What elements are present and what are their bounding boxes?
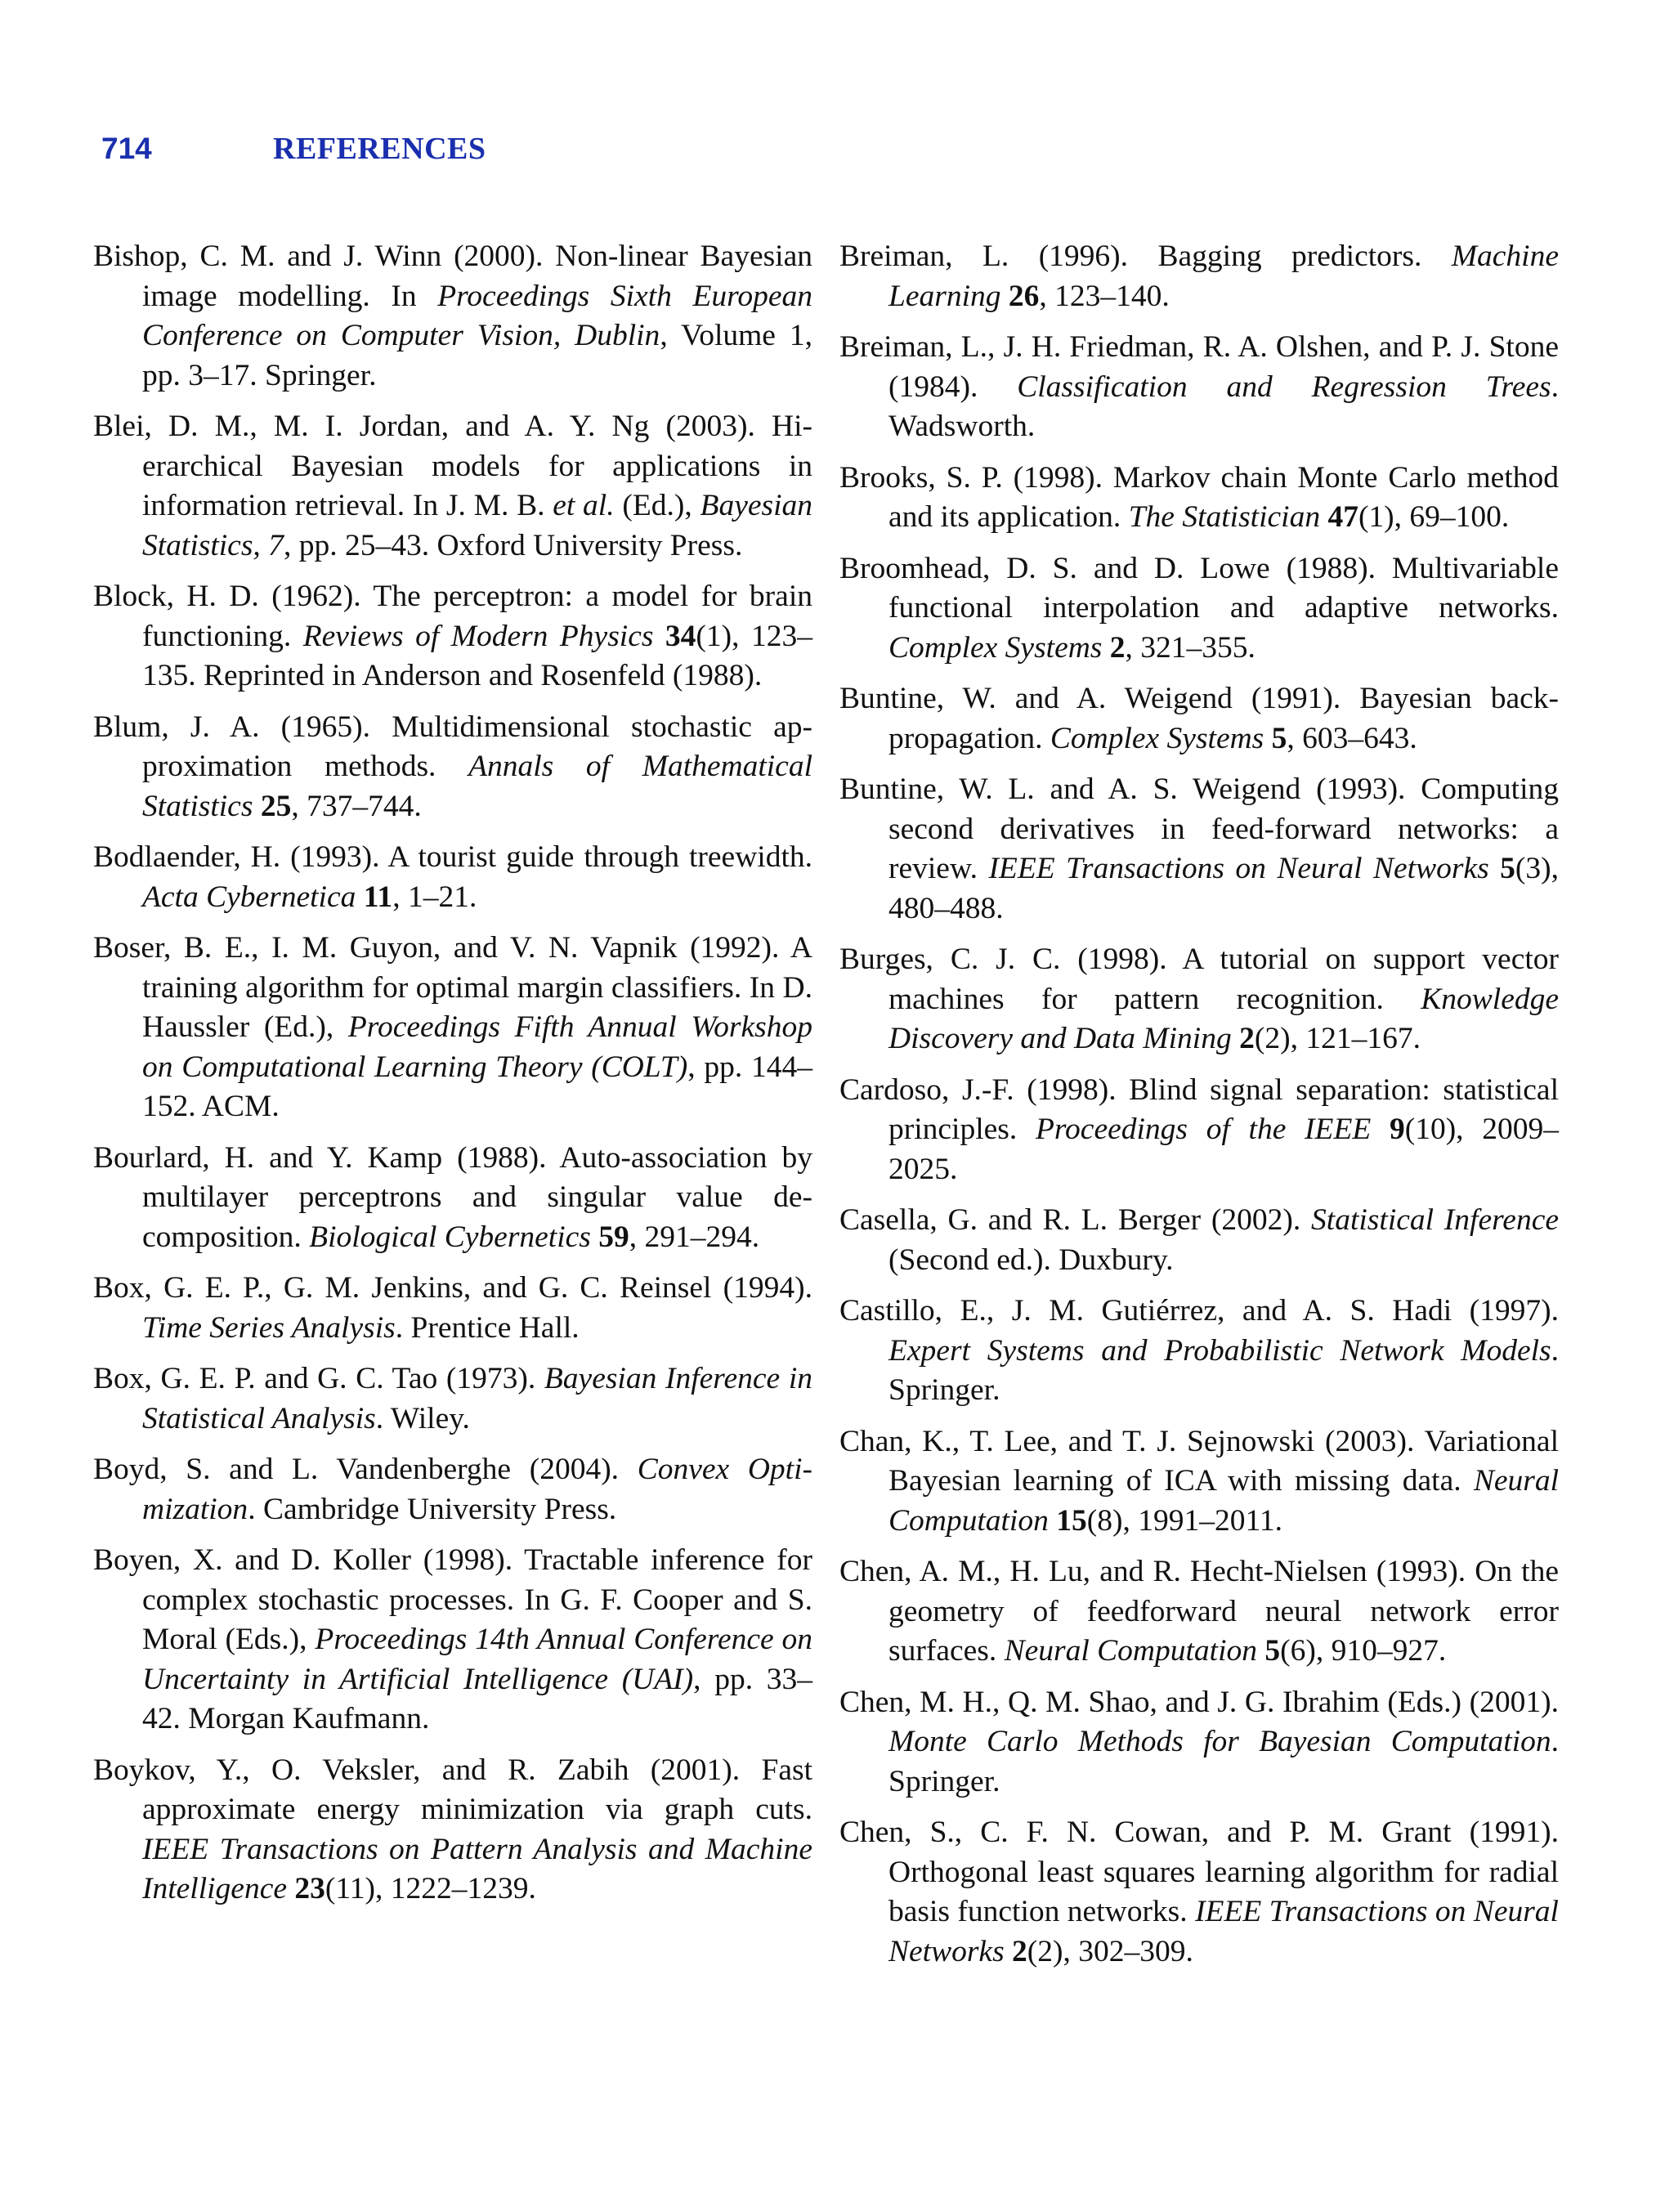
reference-text [253, 790, 260, 823]
reference-volume: 26 [1008, 279, 1040, 313]
reference-text: , 291–294. [629, 1220, 760, 1254]
reference-text [1257, 1634, 1264, 1668]
reference-text: . Wiley. [375, 1401, 470, 1435]
reference-entry [839, 237, 1559, 316]
reference-entry [839, 1422, 1559, 1542]
reference-volume: 59 [598, 1220, 629, 1254]
reference-text: Castillo, E., J. M. Gutiérrez, and A. S. Hadi (1997). [839, 1294, 1559, 1328]
reference-text [1264, 722, 1271, 755]
reference-entry [839, 1292, 1559, 1411]
reference-title: Convex Optimization [142, 1453, 812, 1526]
reference-entry [93, 1541, 812, 1740]
reference-volume: 47 [1327, 500, 1358, 534]
reference-text: Cardoso, J.-F. (1998). Blind signal separation: statistical principles. [839, 1072, 1559, 1146]
reference-volume: 23 [294, 1872, 325, 1905]
reference-title: Annals of Mathematical Statistics [142, 750, 812, 823]
reference-text: Boyen, X. and D. Koller (1998). Tractable inference for complex stochastic processes. In G. F. Cooper and S. Moral (Eds.), [93, 1543, 812, 1656]
running-title: REFERENCES [273, 132, 486, 166]
reference-text [653, 620, 665, 653]
reference-entry [93, 708, 812, 827]
reference-entry [839, 1201, 1559, 1280]
reference-text: Box, G. E. P. and G. C. Tao (1973). [93, 1362, 544, 1395]
reference-title: Neural Computation [888, 1464, 1559, 1538]
reference-entry [93, 1269, 812, 1348]
reference-text: , 603–643. [1287, 721, 1417, 755]
reference-text: Bourlard, H. and Y. Kamp (1988). Auto-association by multilayer perceptrons and singular value decomposition. [93, 1140, 812, 1254]
reference-text: (8), 1991–2011. [1086, 1503, 1282, 1538]
reference-text: (6), 910–927. [1280, 1634, 1447, 1668]
reference-text: (2), 302–309. [1027, 1934, 1193, 1968]
reference-volume: 2 [1239, 1022, 1255, 1055]
reference-title: Bayesian Inference in Statistical Analysis [142, 1362, 813, 1435]
reference-volume: 11 [363, 880, 393, 914]
reference-text: Buntine, W. and A. Weigend (1991). Bayesian backpropagation. [839, 682, 1559, 755]
reference-text [1001, 280, 1009, 313]
reference-text: , Volume 1, pp. 3–17. Springer. [142, 319, 812, 392]
reference-text: Boser, B. E., I. M. Guyon, and V. N. Vapnik (1992). A training algorithm for optimal margin classifiers. In D. Haussler (Ed.), [93, 931, 812, 1044]
reference-entry [839, 459, 1559, 538]
reference-text: Bishop, C. M. and J. Winn (2000). Non-linear Bayesian image modelling. In [93, 240, 812, 313]
reference-volume: 5 [1271, 721, 1287, 755]
reference-text: Burges, C. J. C. (1998). A tutorial on support vector machines for pattern recognition. [839, 943, 1559, 1016]
reference-text: Chan, K., T. Lee, and T. J. Sejnowski (2003). Variational Bayesian learning of ICA with missing data. [839, 1424, 1559, 1498]
reference-text: Brooks, S. P. (1998). Markov chain Monte Carlo method and its application. [839, 460, 1559, 534]
reference-text: Chen, S., C. F. N. Cowan, and P. M. Grant (1991). Orthogonal least squares learning algorithm for radial basis function networks. [839, 1816, 1559, 1928]
reference-text [1005, 1935, 1012, 1968]
reference-text: , pp. 144–152. ACM. [142, 1050, 812, 1123]
reference-volume: 25 [260, 789, 292, 823]
reference-text: Blei, D. M., M. I. Jordan, and A. Y. Ng (2003). Hierarchical Bayesian models for applications in information retrieval. In J. M. B. [93, 410, 812, 522]
reference-volume: 34 [665, 619, 696, 653]
reference-text [356, 880, 363, 914]
reference-entry [93, 1139, 812, 1258]
reference-text: Blum, J. A. (1965). Multidimensional stochastic approximation methods. [93, 710, 812, 783]
reference-volume: 2 [1109, 630, 1126, 665]
reference-text: (11), 1222–1239. [325, 1872, 536, 1905]
reference-title: et al. [553, 489, 615, 522]
reference-title: IEEE Transactions on Neural Networks [988, 852, 1489, 885]
reference-title: Neural Computation [1004, 1634, 1258, 1668]
reference-title: Reviews of Modern Physics [302, 619, 654, 653]
reference-text: Buntine, W. L. and A. S. Weigend (1993). Computing second derivatives in feed-forward networks: a review. [839, 772, 1559, 885]
reference-text: , pp. 33–42. Morgan Kaufmann. [142, 1662, 813, 1735]
reference-entry [839, 1813, 1559, 1972]
reference-entry [839, 1683, 1559, 1802]
reference-text: , 123–140. [1039, 279, 1170, 313]
reference-volume: 9 [1389, 1113, 1405, 1146]
reference-title: Classification and Regression Trees [1017, 369, 1551, 404]
reference-entry [839, 1552, 1559, 1672]
reference-title: Complex Systems [1050, 721, 1264, 755]
reference-title: Time Series Analysis [142, 1310, 396, 1345]
reference-text: Broomhead, D. S. and D. Lowe (1988). Multivariable functional interpolation and adaptive networks. [839, 551, 1559, 625]
reference-title: IEEE Transactions on Neural Networks [888, 1895, 1559, 1968]
reference-title: Machine Learning [888, 240, 1559, 313]
reference-entry [839, 328, 1559, 447]
reference-title: Proceedings Fifth Annual Workshop on Computational Learning Theory (COLT) [142, 1010, 812, 1084]
reference-text: Breiman, L., J. H. Friedman, R. A. Olshen, and P. J. Stone (1984). [839, 330, 1559, 404]
reference-entry [839, 679, 1559, 759]
reference-title: Acta Cybernetica [142, 880, 356, 914]
reference-title: Knowledge Discovery and Data Mining [888, 982, 1559, 1055]
running-header [101, 131, 486, 172]
reference-text: Chen, A. M., H. Lu, and R. Hecht-Nielsen (1993). On the geometry of feedforward neural network error surfaces. [839, 1555, 1559, 1668]
reference-entry [93, 838, 812, 917]
reference-text: (1), 69–100. [1358, 500, 1510, 534]
reference-title: Bayesian Statistics, 7 [142, 489, 812, 562]
reference-volume: 2 [1012, 1934, 1027, 1968]
reference-text: . Springer. [888, 1725, 1559, 1798]
reference-entry [839, 940, 1559, 1059]
references-left-column [93, 237, 812, 1921]
reference-entry [93, 407, 812, 566]
reference-text: Chen, M. H., Q. M. Shao, and J. G. Ibrahim (Eds.) (2001). [839, 1685, 1559, 1719]
reference-text [1489, 852, 1500, 885]
reference-entry [93, 577, 812, 696]
reference-title: The Statistician [1128, 500, 1321, 534]
reference-entry [93, 1359, 812, 1439]
reference-text: (Ed.), [614, 489, 700, 522]
reference-title: Statistical Inference [1311, 1203, 1559, 1237]
reference-title: Monte Carlo Methods for Bayesian Computation [888, 1725, 1551, 1758]
reference-title: Proceedings Sixth European Conference on Computer Vision, Dublin [142, 279, 812, 352]
reference-title: Expert Systems and Probabilistic Network Models [888, 1333, 1551, 1368]
reference-text: (1), 123–135. Reprinted in Anderson and Rosenfeld (1988). [142, 619, 812, 692]
reference-text: (Second ed.). Duxbury. [888, 1243, 1174, 1277]
reference-text: Boykov, Y., O. Veksler, and R. Zabih (2001). Fast approximate energy minimization via graph cuts. [93, 1753, 812, 1826]
reference-entry [839, 1071, 1559, 1190]
reference-text: (2), 121–167. [1254, 1022, 1421, 1055]
reference-text [1232, 1022, 1239, 1055]
reference-text [1102, 631, 1109, 665]
reference-text: . Wadsworth. [888, 369, 1559, 443]
reference-text: , 1–21. [392, 880, 477, 914]
reference-entry [93, 237, 812, 396]
reference-entry [93, 929, 812, 1127]
reference-text: (3), 480–488. [888, 852, 1560, 925]
reference-text [287, 1872, 294, 1905]
reference-volume: 15 [1056, 1503, 1087, 1538]
reference-text: . Springer. [888, 1333, 1559, 1407]
reference-title: Complex Systems [888, 630, 1103, 665]
reference-entry [93, 1751, 812, 1910]
reference-title: Proceedings 14th Annual Conference on Uncertainty in Artificial Intelligence (UAI) [142, 1623, 812, 1696]
reference-text: , 321–355. [1125, 630, 1256, 665]
reference-text: Box, G. E. P., G. M. Jenkins, and G. C. Reinsel (1994). [93, 1271, 812, 1305]
reference-entry [839, 770, 1559, 929]
references-right-column [839, 237, 1559, 1983]
reference-text: , 737–744. [291, 789, 422, 823]
reference-volume: 5 [1264, 1634, 1281, 1668]
reference-title: IEEE Transactions on Pattern Analysis and Machine Intelligence [142, 1832, 812, 1905]
reference-text: Boyd, S. and L. Vandenberghe (2004). [93, 1453, 638, 1486]
reference-text: Casella, G. and R. L. Berger (2002). [839, 1203, 1312, 1237]
reference-entry [93, 1450, 812, 1529]
reference-text: Block, H. D. (1962). The perceptron: a model for brain functioning. [93, 580, 812, 653]
reference-volume: 5 [1500, 852, 1515, 885]
reference-entry [839, 549, 1559, 669]
reference-text [591, 1220, 598, 1254]
reference-text: , pp. 25–43. Oxford University Press. [283, 528, 743, 562]
reference-title: Biological Cybernetics [309, 1220, 591, 1254]
reference-text [1049, 1504, 1056, 1538]
reference-title: Proceedings of the IEEE [1035, 1113, 1372, 1146]
reference-text [1371, 1113, 1390, 1146]
page-number: 714 [101, 132, 152, 165]
reference-text: . Prentice Hall. [395, 1310, 580, 1345]
reference-text: Breiman, L. (1996). Bagging predictors. [839, 240, 1452, 273]
reference-text: Bodlaender, H. (1993). A tourist guide through treewidth. [93, 840, 812, 874]
reference-text: . Cambridge University Press. [248, 1492, 617, 1526]
reference-text: (10), 2009–2025. [888, 1113, 1559, 1186]
